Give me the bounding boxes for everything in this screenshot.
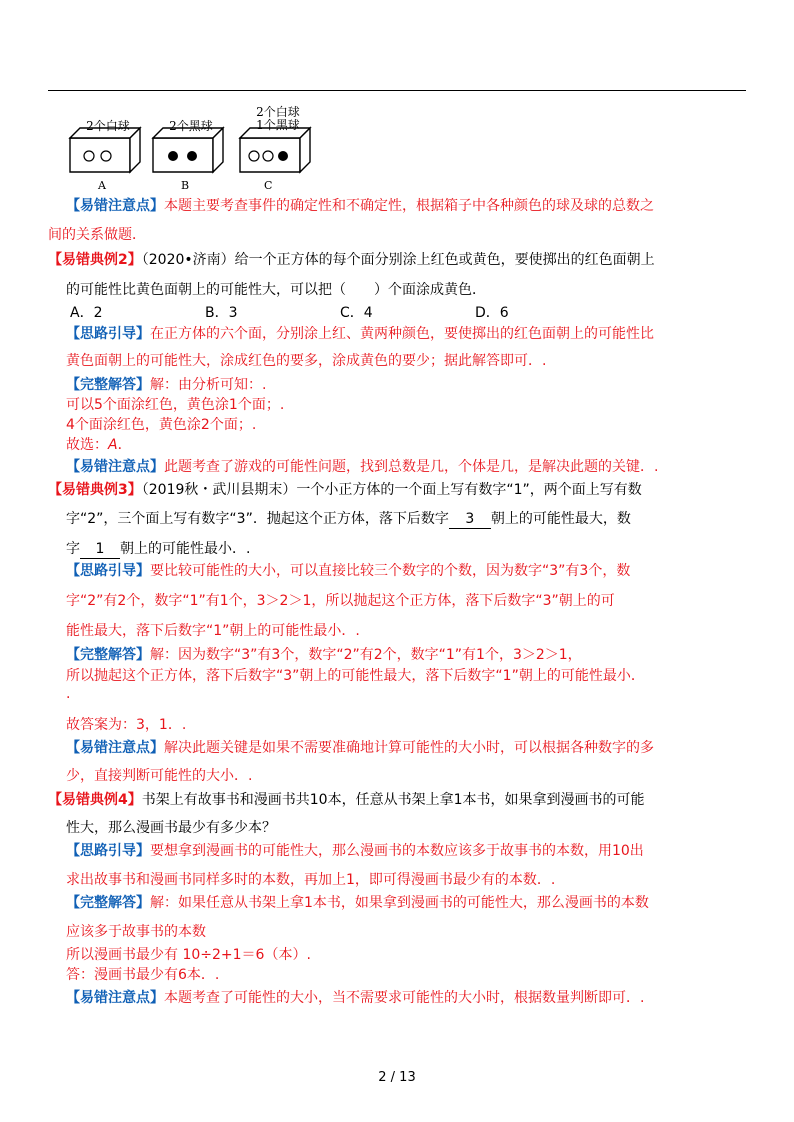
box-b bbox=[153, 128, 223, 172]
ex3-note-line1: 【易错注意点】解决此题关键是如果不需要准确地计算可能性的大小时，可以根据各种数字的多 bbox=[66, 740, 654, 756]
ex3-solution-line2b: . bbox=[66, 686, 71, 702]
white-ball bbox=[101, 151, 111, 161]
ex3-question-line1: 【易错典例3】（2019秋・武川县期末）一个小正方体的一个面上写有数字“1”，两个面上写有数 bbox=[48, 482, 642, 498]
box-a-letter: A bbox=[98, 179, 106, 192]
ex3-solution-line1: 【完整解答】解：因为数字“3”有3个，数字“2”有2个，数字“1”有1个，3＞2＞1， bbox=[66, 647, 582, 663]
white-ball bbox=[249, 151, 259, 161]
ex4-note-line: 【易错注意点】本题考查了可能性的大小，当不需要求可能性的大小时，根据数量判断即可．. bbox=[66, 990, 645, 1006]
white-ball bbox=[263, 151, 273, 161]
header-rule bbox=[48, 90, 746, 91]
box-c-letter: C bbox=[264, 179, 273, 192]
ex2-option-d: D．6 bbox=[475, 305, 509, 321]
ex2-question-line1: 【易错典例2】（2020•济南）给一个正方体的每个面分别涂上红色或黄色，要使掷出的红色面朝上 bbox=[48, 252, 655, 268]
ex4-question-line2: 性大，那么漫画书最少有多少本？ bbox=[66, 820, 276, 836]
ex3-question-line2: 字“2”，三个面上写有数字“3”．抛起这个正方体，落下后数字 3 朝上的可能性最大，数 bbox=[66, 511, 631, 527]
ex2-note-tag: 【易错注意点】 bbox=[66, 459, 164, 475]
ex3-note-line2: 少，直接判断可能性的大小．. bbox=[66, 768, 253, 784]
ex3-solution-tag: 【完整解答】 bbox=[66, 647, 150, 663]
ex3-blank-answer1: 3 bbox=[449, 510, 491, 529]
ex1-note-line2: 间的关系做题． bbox=[48, 227, 146, 243]
ex2-tag: 【易错典例2】 bbox=[48, 252, 142, 268]
page-number: 2 / 13 bbox=[378, 1070, 416, 1085]
ex2-solution-line3: 4个面涂红色，黄色涂2个面；. bbox=[66, 417, 257, 433]
ex3-question-line3: 字 1 朝上的可能性最小．. bbox=[66, 541, 251, 557]
box-c-caption-line1: 2个白球 bbox=[256, 105, 300, 119]
ex3-guide-line2: 字“2”有2个，数字“1”有1个，3＞2＞1，所以抛起这个正方体，落下后数字“3”朝上的可 bbox=[66, 593, 615, 609]
ex2-guide-line2: 黄色面朝上的可能性大，涂成红色的要多，涂成黄色的要少；据此解答即可．. bbox=[66, 353, 547, 369]
ex2-guide-line1: 【思路引导】在正方体的六个面，分别涂上红、黄两种颜色，要使掷出的红色面朝上的可能性比 bbox=[66, 326, 654, 342]
ex4-guide-line2: 求出故事书和漫画书同样多时的本数，再加上1，即可得漫画书最少有的本数．. bbox=[66, 872, 556, 888]
ex4-question-line1: 【易错典例4】书架上有故事书和漫画书共10本，任意从书架上拿1本书，如果拿到漫画书的可能 bbox=[48, 792, 645, 808]
box-c-caption-line2: 1个黑球 bbox=[256, 118, 300, 132]
ex4-solution-line2: 应该多于故事书的本数 bbox=[66, 924, 206, 940]
box-b-letter: B bbox=[181, 179, 190, 192]
ex1-note-line1: 【易错注意点】本题主要考查事件的确定性和不确定性，根据箱子中各种颜色的球及球的总数之 bbox=[66, 198, 654, 214]
ex3-solution-line2: 所以抛起这个正方体，落下后数字“3”朝上的可能性最大，落下后数字“1”朝上的可能性最小． bbox=[66, 668, 645, 684]
ex2-question-line2: 的可能性比黄色面朝上的可能性大，可以把（ ）个面涂成黄色． bbox=[66, 282, 486, 298]
ex2-option-b: B．3 bbox=[205, 305, 238, 321]
black-ball bbox=[168, 151, 178, 161]
ex4-solution-tag: 【完整解答】 bbox=[66, 895, 150, 911]
ex2-solution-line2: 可以5个面涂红色，黄色涂1个面；. bbox=[66, 397, 285, 413]
ex4-solution-line1: 【完整解答】解：如果任意从书架上拿1本书，如果拿到漫画书的可能性大，那么漫画书的本数 bbox=[66, 895, 649, 911]
box-a-caption: 2个白球 bbox=[86, 119, 130, 133]
box-c bbox=[240, 128, 310, 172]
ex2-solution-line4: 故选：A． bbox=[66, 437, 132, 453]
box-b-caption: 2个黑球 bbox=[169, 119, 213, 133]
ex4-solution-line4: 答：漫画书最少有6本．. bbox=[66, 967, 220, 983]
ex2-solution-line1: 【完整解答】解：由分析可知：. bbox=[66, 377, 267, 393]
white-ball bbox=[84, 151, 94, 161]
ex3-guide-tag: 【思路引导】 bbox=[66, 563, 150, 579]
ex2-option-a: A．2 bbox=[70, 305, 103, 321]
ex4-solution-line3: 所以漫画书最少有 10÷2+1＝6（本）. bbox=[66, 947, 311, 963]
ex4-guide-line1: 【思路引导】要想拿到漫画书的可能性大，那么漫画书的本数应该多于故事书的本数，用10出 bbox=[66, 843, 644, 859]
black-ball bbox=[278, 151, 288, 161]
ex1-note-tag: 【易错注意点】 bbox=[66, 198, 164, 214]
ex3-note-tag: 【易错注意点】 bbox=[66, 740, 164, 756]
black-ball bbox=[187, 151, 197, 161]
ex4-tag: 【易错典例4】 bbox=[48, 792, 142, 808]
ex4-guide-tag: 【思路引导】 bbox=[66, 843, 150, 859]
ex2-note-line: 【易错注意点】此题考查了游戏的可能性问题，找到总数是几，个体是几，是解决此题的关键．. bbox=[66, 459, 659, 475]
ex4-note-tag: 【易错注意点】 bbox=[66, 990, 164, 1006]
ex2-solution-tag: 【完整解答】 bbox=[66, 377, 150, 393]
ex3-tag: 【易错典例3】 bbox=[48, 482, 142, 498]
ex3-guide-line3: 能性最大，落下后数字“1”朝上的可能性最小．. bbox=[66, 623, 360, 639]
ex3-blank-answer2: 1 bbox=[80, 540, 120, 559]
ex3-guide-line1: 【思路引导】要比较可能性的大小，可以直接比较三个数字的个数，因为数字“3”有3个，数 bbox=[66, 563, 631, 579]
ex2-guide-tag: 【思路引导】 bbox=[66, 326, 150, 342]
ball-boxes-figure bbox=[68, 100, 328, 195]
box-a bbox=[70, 128, 140, 172]
ex3-solution-line3: 故答案为：3，1．. bbox=[66, 717, 187, 733]
ex2-option-c: C．4 bbox=[340, 305, 373, 321]
